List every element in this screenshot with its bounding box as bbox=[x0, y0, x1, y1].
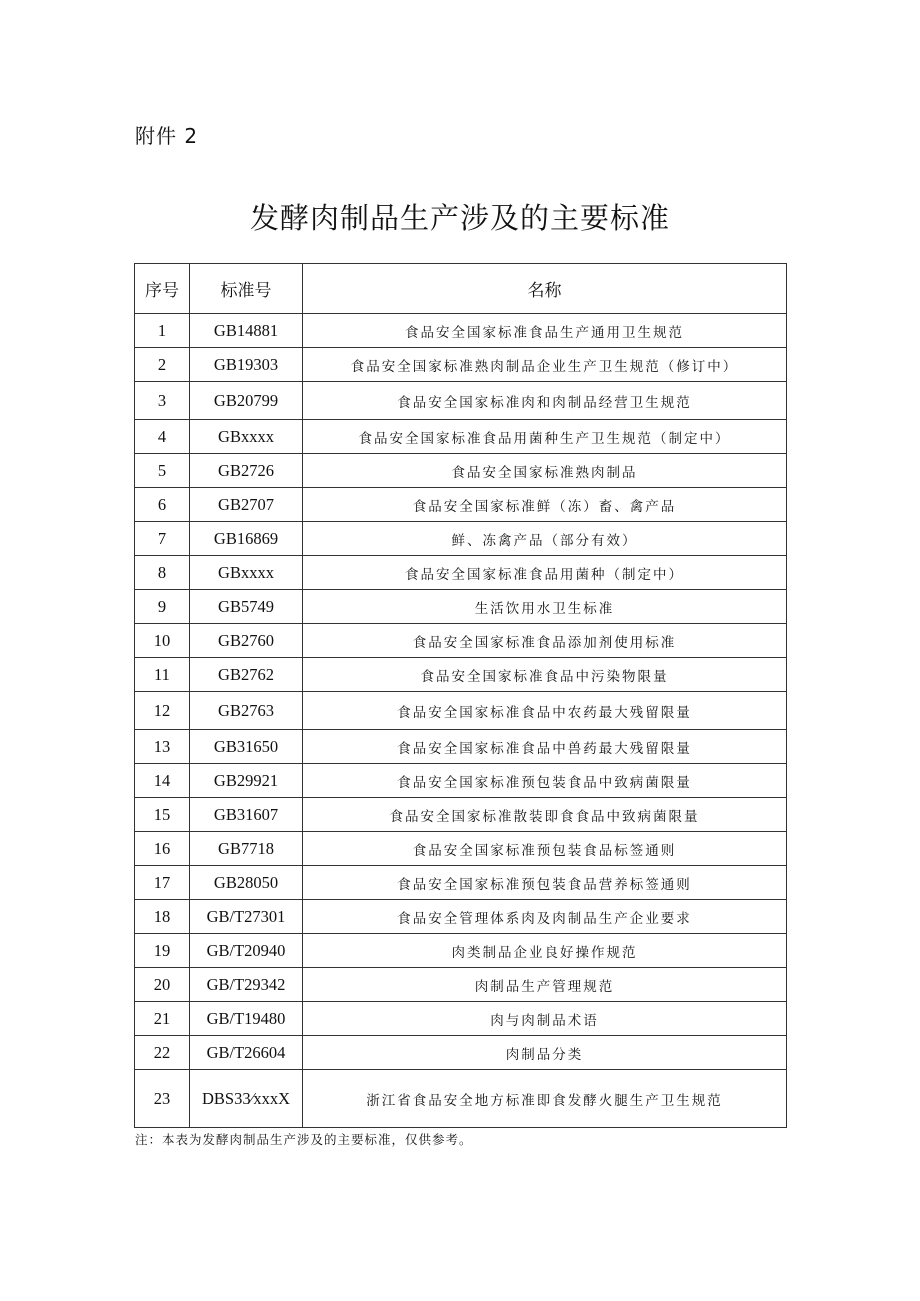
row-number: 18 bbox=[135, 900, 190, 934]
standard-name: 肉与肉制品术语 bbox=[303, 1002, 787, 1036]
table-row bbox=[135, 692, 787, 730]
row-number: 1 bbox=[135, 314, 190, 348]
table-header-row bbox=[135, 264, 787, 314]
row-number: 6 bbox=[135, 488, 190, 522]
standard-code: GB/T27301 bbox=[190, 900, 303, 934]
standard-code: GB7718 bbox=[190, 832, 303, 866]
row-number: 12 bbox=[135, 692, 190, 730]
column-header-name: 名称 bbox=[303, 264, 787, 314]
table-body bbox=[135, 314, 787, 1128]
standard-name: 食品安全国家标准食品生产通用卫生规范 bbox=[303, 314, 787, 348]
row-number: 15 bbox=[135, 798, 190, 832]
table-row bbox=[135, 866, 787, 900]
standard-name: 食品安全国家标准食品用菌种（制定中） bbox=[303, 556, 787, 590]
row-number: 4 bbox=[135, 420, 190, 454]
table-row bbox=[135, 1036, 787, 1070]
standard-name: 食品安全国家标准预包装食品中致病菌限量 bbox=[303, 764, 787, 798]
row-number: 23 bbox=[135, 1070, 190, 1128]
table-row bbox=[135, 522, 787, 556]
standards-table bbox=[134, 263, 787, 1128]
row-number: 19 bbox=[135, 934, 190, 968]
row-number: 2 bbox=[135, 348, 190, 382]
column-header-no: 序号 bbox=[135, 264, 190, 314]
row-number: 13 bbox=[135, 730, 190, 764]
table-row bbox=[135, 658, 787, 692]
standard-name: 食品安全国家标准鲜（冻）畜、禽产品 bbox=[303, 488, 787, 522]
table-row bbox=[135, 348, 787, 382]
row-number: 7 bbox=[135, 522, 190, 556]
standard-code: GB31607 bbox=[190, 798, 303, 832]
standard-code: GB/T29342 bbox=[190, 968, 303, 1002]
standard-code: GB28050 bbox=[190, 866, 303, 900]
standard-code: GB2762 bbox=[190, 658, 303, 692]
standard-name: 浙江省食品安全地方标准即食发酵火腿生产卫生规范 bbox=[303, 1070, 787, 1128]
row-number: 9 bbox=[135, 590, 190, 624]
standard-code: GB2707 bbox=[190, 488, 303, 522]
row-number: 11 bbox=[135, 658, 190, 692]
table-row bbox=[135, 900, 787, 934]
standard-name: 食品安全国家标准食品中兽药最大残留限量 bbox=[303, 730, 787, 764]
footnote: 注：本表为发酵肉制品生产涉及的主要标准，仅供参考。 bbox=[135, 1132, 473, 1147]
row-number: 3 bbox=[135, 382, 190, 420]
table-row bbox=[135, 556, 787, 590]
standard-name: 食品安全国家标准预包装食品营养标签通则 bbox=[303, 866, 787, 900]
standard-code: GB/T19480 bbox=[190, 1002, 303, 1036]
table-row bbox=[135, 1070, 787, 1128]
annex-label: 附件 2 bbox=[135, 124, 199, 148]
table-row bbox=[135, 968, 787, 1002]
row-number: 20 bbox=[135, 968, 190, 1002]
row-number: 5 bbox=[135, 454, 190, 488]
table-row bbox=[135, 590, 787, 624]
standard-name: 肉制品生产管理规范 bbox=[303, 968, 787, 1002]
standard-name: 鲜、冻禽产品（部分有效） bbox=[303, 522, 787, 556]
standard-code: GB16869 bbox=[190, 522, 303, 556]
table-row bbox=[135, 1002, 787, 1036]
table-row bbox=[135, 764, 787, 798]
row-number: 8 bbox=[135, 556, 190, 590]
document-title: 发酵肉制品生产涉及的主要标准 bbox=[249, 201, 670, 235]
standard-code: GB29921 bbox=[190, 764, 303, 798]
table-row bbox=[135, 314, 787, 348]
standard-code: DBS33⁄xxxX bbox=[190, 1070, 303, 1128]
standard-name: 食品安全国家标准熟肉制品 bbox=[303, 454, 787, 488]
standard-name: 食品安全国家标准食品中污染物限量 bbox=[303, 658, 787, 692]
standard-code: GB/T26604 bbox=[190, 1036, 303, 1070]
table-row bbox=[135, 832, 787, 866]
standard-code: GB19303 bbox=[190, 348, 303, 382]
standard-code: GB31650 bbox=[190, 730, 303, 764]
row-number: 22 bbox=[135, 1036, 190, 1070]
standard-code: GBxxxx bbox=[190, 556, 303, 590]
standard-name: 食品安全国家标准食品用菌种生产卫生规范（制定中） bbox=[303, 420, 787, 454]
standard-code: GB/T20940 bbox=[190, 934, 303, 968]
standard-code: GB5749 bbox=[190, 590, 303, 624]
standard-code: GBxxxx bbox=[190, 420, 303, 454]
standard-name: 食品安全管理体系肉及肉制品生产企业要求 bbox=[303, 900, 787, 934]
standard-code: GB2760 bbox=[190, 624, 303, 658]
table-row bbox=[135, 798, 787, 832]
row-number: 17 bbox=[135, 866, 190, 900]
standard-code: GB14881 bbox=[190, 314, 303, 348]
table-row bbox=[135, 488, 787, 522]
standard-code: GB2726 bbox=[190, 454, 303, 488]
standard-code: GB2763 bbox=[190, 692, 303, 730]
table-row bbox=[135, 730, 787, 764]
row-number: 10 bbox=[135, 624, 190, 658]
standard-name: 食品安全国家标准散装即食食品中致病菌限量 bbox=[303, 798, 787, 832]
standard-name: 食品安全国家标准食品添加剂使用标准 bbox=[303, 624, 787, 658]
table-row bbox=[135, 454, 787, 488]
standard-name: 肉制品分类 bbox=[303, 1036, 787, 1070]
row-number: 14 bbox=[135, 764, 190, 798]
row-number: 16 bbox=[135, 832, 190, 866]
standard-name: 食品安全国家标准食品中农药最大残留限量 bbox=[303, 692, 787, 730]
table-row bbox=[135, 420, 787, 454]
standard-name: 食品安全国家标准预包装食品标签通则 bbox=[303, 832, 787, 866]
standard-name: 食品安全国家标准熟肉制品企业生产卫生规范（修订中） bbox=[303, 348, 787, 382]
standard-name: 肉类制品企业良好操作规范 bbox=[303, 934, 787, 968]
table-row bbox=[135, 934, 787, 968]
row-number: 21 bbox=[135, 1002, 190, 1036]
standard-name: 食品安全国家标准肉和肉制品经营卫生规范 bbox=[303, 382, 787, 420]
table-row bbox=[135, 382, 787, 420]
standard-name: 生活饮用水卫生标准 bbox=[303, 590, 787, 624]
column-header-code: 标准号 bbox=[190, 264, 303, 314]
standard-code: GB20799 bbox=[190, 382, 303, 420]
table-row bbox=[135, 624, 787, 658]
